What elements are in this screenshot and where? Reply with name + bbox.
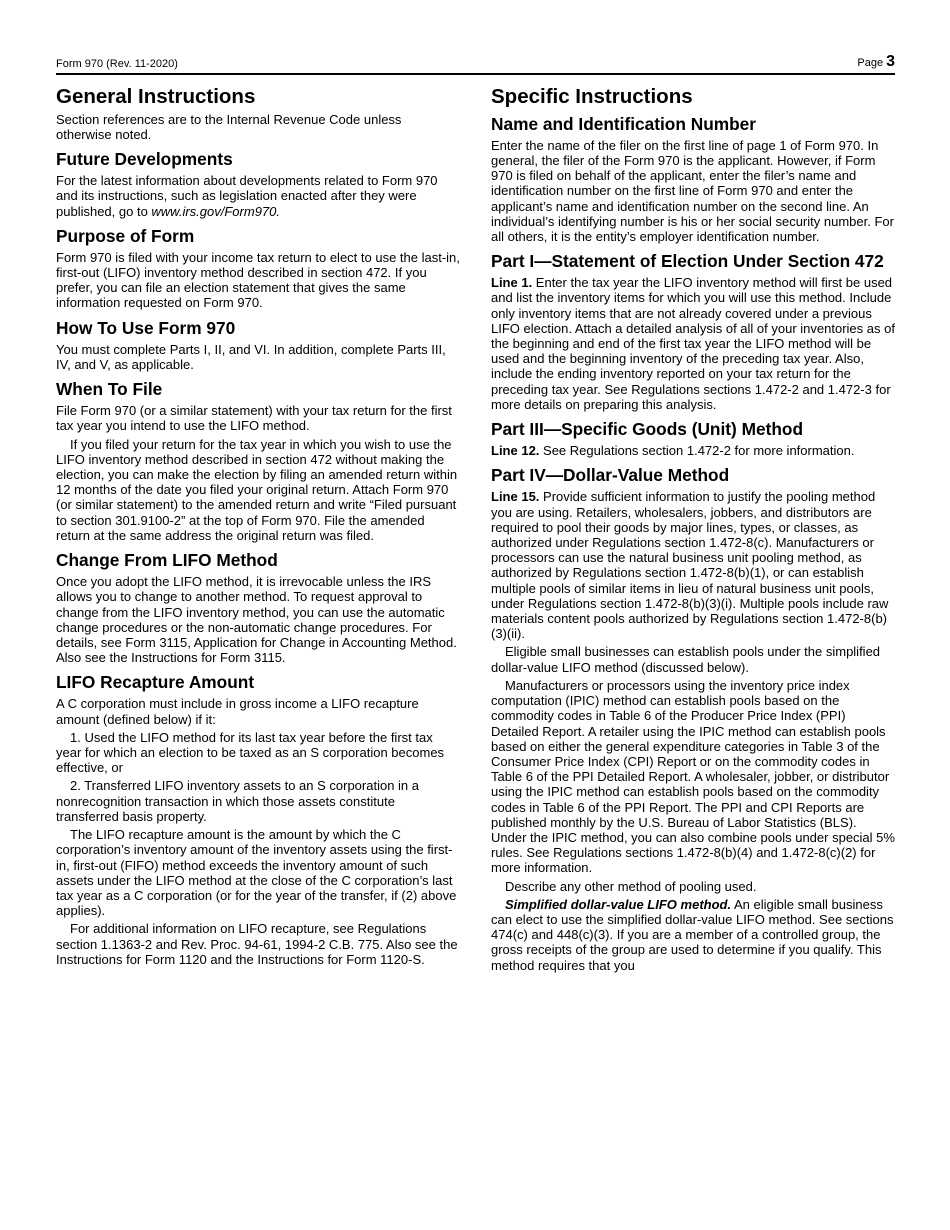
part4-p3: Manufacturers or processors using the inventory price index computation (IPIC) method can establish pools based on the commodity codes in Table 6 of the Producer Price Index (PPI) Detailed Report. A retailer using the IPIC method can establish pools based on either the general expenditure categories in Table 3 of the Consumer Price Index (CPI) Report or on the commodity codes in Table 6 of the PPI Detailed Report. A wholesaler, jobber, or distributor using the IPIC method can establish pools based on the commodity codes in Table 6 of the PPI Report. The PPI and CPI Reports are published monthly by the U.S. Bureau of Labor Statistics (BLS). Under the IPIC method, you can also combine pools under special 5% rules. See Regulations sections 1.472-8(b)(4) and 1.472-8(c)(2) for more information. [491, 677, 895, 876]
future-developments-title: Future Developments [56, 149, 233, 170]
line15-label: Line 15. [491, 489, 540, 505]
line12-label: Line 12. [491, 443, 540, 459]
how-to-use-p1: You must complete Parts I, II, and VI. In addition, complete Parts III, IV, and V, as applicable. [56, 341, 446, 372]
general-p1: Section references are to the Internal Revenue Code unless otherwise noted. [56, 111, 402, 142]
form-id: Form 970 (Rev. 11-2020) [56, 58, 178, 70]
page-header [56, 52, 895, 74]
specific-instructions-title: Specific Instructions [491, 85, 693, 108]
simplified-p1-text: An eligible small business can elect to use the simplified dollar-value LIFO method. See sections 474(c) and 448(c)(3). If you are a member of a controlled group, the gross receipts of the group are used to determine if you qualify. This method requires that you [491, 896, 894, 973]
future-p1-text: For the latest information about developments related to Form 970 and its instructions, such as legislation enacted after they were published, go to [56, 173, 438, 219]
header-rule [56, 73, 895, 75]
right-column [491, 84, 895, 976]
name-p1: Enter the name of the filer on the first line of page 1 of Form 970. In general, the filer of the Form 970 is the applicant. However, if Form 970 is filed on behalf of the applicant, enter the filer’s name and identification number on the first line of Form 970 and enter the applicant’s name and identification number on the second line. An individual’s identifying number is his or her social security number. For all others, it is the entity’s employer identification number. [491, 137, 894, 244]
page-number [857, 53, 895, 71]
future-p1 [56, 173, 460, 219]
part4-p1 [491, 489, 895, 641]
recapture-p3: 2. Transferred LIFO inventory assets to an S corporation in a nonrecognition transaction in which those assets constitute transferred basis property. [56, 778, 420, 824]
change-from-lifo-title: Change From LIFO Method [56, 550, 278, 571]
recapture-p4: The LIFO recapture amount is the amount by which the C corporation’s inventory amount of the inventory assets using the first-in, first-out (FIFO) method exceeds the inventory amount of such assets under the LIFO method at the close of the C corporation’s last tax year as a C corporation (or for the year of the transfer, if (2) above applies). [56, 827, 457, 919]
when-p1: File Form 970 (or a similar statement) with your tax return for the first tax year you intend to use the LIFO method. [56, 403, 452, 434]
part4-p1-text: Provide sufficient information to justify the pooling method you are using. Retailers, wholesalers, jobbers, and distributors are required to pool their goods by major lines, types, or classes, as authorized under Regulations section 1.472-8(c). Manufacturers or processors can use the natural business unit pooling method, as authorized by Regulations section 1.472-8(b)(1), or can establish multiple pools of similar items in lieu of natural business unit pools, under Regulations section 1.472-8(b)(3)(i). Multiple pools include raw materials content pools authorized by Regulations section 1.472-8(b)(3)(ii). [491, 489, 889, 642]
part1-title: Part I—Statement of Election Under Section 472 [491, 251, 884, 272]
page-number-value: 3 [886, 53, 895, 70]
purpose-title: Purpose of Form [56, 225, 195, 246]
how-to-use-title: How To Use Form 970 [56, 317, 236, 338]
part3-title: Part III—Specific Goods (Unit) Method [491, 419, 804, 440]
part4-p2: Eligible small businesses can establish pools under the simplified dollar-value LIFO method (discussed below). [491, 644, 881, 675]
recapture-p1: A C corporation must include in gross income a LIFO recapture amount (defined below) if it: [56, 696, 419, 727]
recapture-p2: 1. Used the LIFO method for its last tax year before the first tax year for which an election to be taxed as an S corporation becomes effective, or [56, 729, 445, 776]
recapture-p5: For additional information on LIFO recapture, see Regulations section 1.1363-2 and Rev. Proc. 94-61, 1994-2 C.B. 775. Also see the Instructions for Form 1120 and the Instructions for Form 1120-S. [56, 921, 458, 967]
simplified-label: Simplified dollar-value LIFO method. [505, 896, 732, 912]
left-column [56, 84, 460, 970]
line1-label: Line 1. [491, 275, 533, 291]
change-p1: Once you adopt the LIFO method, it is irrevocable unless the IRS allows you to change to another method. To request approval to change from the LIFO inventory method, you can use the automatic change procedures or the non-automatic change procedures. For details, see Form 3115, Application for Change in Accounting Method. Also see the Instructions for Form 3115. [56, 574, 457, 666]
part3-p1 [491, 443, 895, 458]
name-id-title: Name and Identification Number [491, 113, 757, 134]
general-instructions-title: General Instructions [56, 85, 256, 108]
part3-p1-text: See Regulations section 1.472-2 for more information. [539, 443, 855, 459]
page-label: Page [857, 57, 884, 69]
simplified-p1 [491, 897, 895, 973]
part1-p1 [491, 275, 895, 412]
purpose-p1: Form 970 is filed with your income tax return to elect to use the last-in, first-out (LIFO) inventory method described in section 472. If you prefer, you can file an election statement that gives the same information requested on Form 970. [56, 249, 460, 311]
part1-p1-text: Enter the tax year the LIFO inventory method will first be used and list the inventory items for which you will use this method. Include only inventory items that are not already covered under a previous LIFO election. Attach a detailed analysis of all of your inventories as of the beginning and end of the first tax year the LIFO method will be used and the beginning inventory of the preceding tax year. Also, include the ending inventory reported on your tax return for the preceding tax year. See Regulations sections 1.472-2 and 1.472-3 for more details on preparing this analysis. [491, 275, 895, 412]
irs-form970-link[interactable]: www.irs.gov/Form970. [151, 203, 280, 219]
part4-p4: Describe any other method of pooling used. [505, 878, 757, 894]
when-p2: If you filed your return for the tax year in which you wish to use the LIFO inventory method described in section 472 without making the election, you can make the election by filing an amended return within 12 months of the date you filed your original return. Attach Form 970 (or similar statement) to the amended return and write “Filed pursuant to section 301.9100-2” at the top of Form 970. File the amended return at the same address the original return was filed. [56, 436, 458, 543]
lifo-recapture-title: LIFO Recapture Amount [56, 672, 255, 693]
when-to-file-title: When To File [56, 379, 163, 400]
part4-title: Part IV—Dollar-Value Method [491, 465, 730, 486]
